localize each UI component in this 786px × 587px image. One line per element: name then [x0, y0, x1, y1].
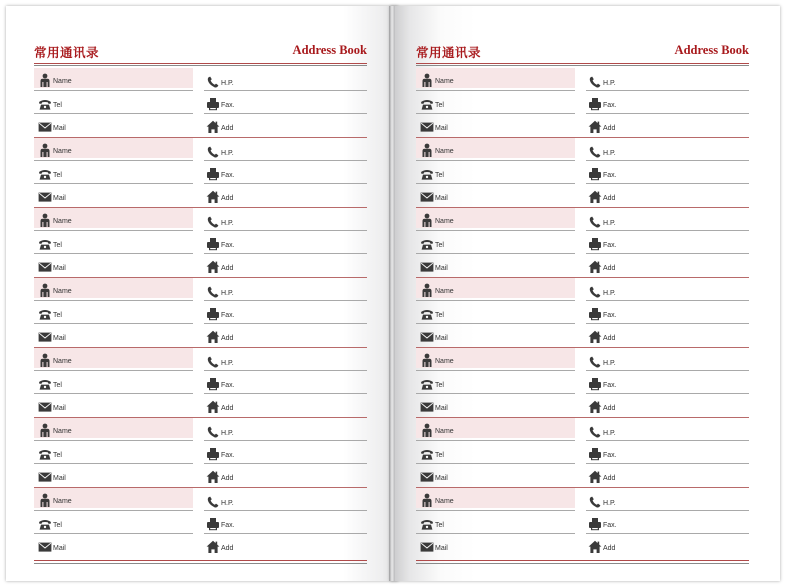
- mail-label: Mail: [435, 545, 448, 552]
- add-label: Add: [221, 335, 234, 342]
- telephone-icon: [38, 307, 52, 321]
- house-icon: [588, 330, 602, 344]
- footer-rule-gray: [416, 563, 749, 564]
- handset-icon: [206, 215, 220, 229]
- fax-icon: [588, 447, 602, 461]
- write-line: [416, 183, 575, 184]
- add-label: Add: [603, 405, 616, 412]
- fax-label: Fax.: [221, 102, 235, 109]
- header-rule-red: [416, 63, 749, 64]
- header-rule-red: [34, 63, 367, 64]
- add-label: Add: [603, 265, 616, 272]
- fax-label: Fax.: [603, 522, 617, 529]
- tel-label: Tel: [53, 452, 62, 459]
- mail-label: Mail: [53, 335, 66, 342]
- person-icon: [38, 73, 52, 87]
- tel-label: Tel: [53, 522, 62, 529]
- house-icon: [206, 470, 220, 484]
- hp-label: H.P.: [221, 150, 234, 157]
- mail-label: Mail: [53, 405, 66, 412]
- person-icon: [38, 143, 52, 157]
- fax-icon: [206, 447, 220, 461]
- write-line: [34, 323, 193, 324]
- name-label: Name: [53, 288, 72, 295]
- telephone-icon: [420, 517, 434, 531]
- write-line: [204, 440, 367, 441]
- handset-icon: [206, 425, 220, 439]
- write-line: [416, 440, 575, 441]
- header-rule-gray: [416, 65, 749, 66]
- page-header: [416, 43, 749, 63]
- contact-entry[interactable]: [34, 488, 367, 558]
- write-line: [204, 393, 367, 394]
- mail-label: Mail: [435, 405, 448, 412]
- right-sheet: [416, 6, 749, 581]
- person-icon: [38, 423, 52, 437]
- write-line: [204, 113, 367, 114]
- tel-label: Tel: [435, 312, 444, 319]
- tel-label: Tel: [53, 102, 62, 109]
- write-line: [204, 160, 367, 161]
- book-spine: [389, 6, 395, 581]
- write-line: [34, 113, 193, 114]
- write-line: [586, 510, 749, 511]
- fax-icon: [206, 167, 220, 181]
- house-icon: [588, 190, 602, 204]
- fax-label: Fax.: [603, 172, 617, 179]
- contact-entry[interactable]: [34, 278, 367, 348]
- add-label: Add: [603, 475, 616, 482]
- handset-icon: [206, 75, 220, 89]
- footer-rule-gray: [34, 563, 367, 564]
- envelope-icon: [420, 540, 434, 554]
- page-header: [34, 43, 367, 63]
- write-line: [204, 230, 367, 231]
- fax-label: Fax.: [221, 172, 235, 179]
- envelope-icon: [38, 120, 52, 134]
- contact-entry[interactable]: [34, 208, 367, 278]
- person-icon: [420, 423, 434, 437]
- hp-label: H.P.: [603, 150, 616, 157]
- fax-label: Fax.: [221, 382, 235, 389]
- house-icon: [588, 540, 602, 554]
- write-line: [416, 510, 575, 511]
- header-rule-gray: [34, 65, 367, 66]
- name-label: Name: [435, 288, 454, 295]
- person-icon: [420, 493, 434, 507]
- write-line: [34, 160, 193, 161]
- fax-label: Fax.: [221, 452, 235, 459]
- handset-icon: [588, 145, 602, 159]
- handset-icon: [206, 285, 220, 299]
- fax-icon: [206, 377, 220, 391]
- mail-label: Mail: [435, 265, 448, 272]
- write-line: [416, 253, 575, 254]
- write-line: [34, 440, 193, 441]
- contact-entry[interactable]: [416, 488, 749, 558]
- write-line: [586, 160, 749, 161]
- telephone-icon: [420, 237, 434, 251]
- fax-icon: [206, 97, 220, 111]
- write-line: [586, 463, 749, 464]
- handset-icon: [206, 355, 220, 369]
- mail-label: Mail: [53, 475, 66, 482]
- person-icon: [38, 283, 52, 297]
- house-icon: [588, 400, 602, 414]
- write-line: [416, 113, 575, 114]
- mail-label: Mail: [53, 125, 66, 132]
- write-line: [34, 393, 193, 394]
- contact-entry[interactable]: [34, 348, 367, 418]
- fax-label: Fax.: [603, 382, 617, 389]
- envelope-icon: [38, 470, 52, 484]
- handset-icon: [588, 75, 602, 89]
- person-icon: [420, 353, 434, 367]
- fax-label: Fax.: [603, 242, 617, 249]
- write-line: [204, 510, 367, 511]
- tel-label: Tel: [435, 382, 444, 389]
- mail-label: Mail: [435, 195, 448, 202]
- telephone-icon: [420, 167, 434, 181]
- fax-icon: [588, 377, 602, 391]
- mail-label: Mail: [53, 265, 66, 272]
- house-icon: [206, 330, 220, 344]
- person-icon: [38, 353, 52, 367]
- tel-label: Tel: [435, 172, 444, 179]
- write-line: [204, 253, 367, 254]
- title-chinese: 常用通讯录: [416, 45, 482, 60]
- person-icon: [420, 73, 434, 87]
- telephone-icon: [38, 167, 52, 181]
- write-line: [416, 463, 575, 464]
- contact-entry[interactable]: [34, 68, 367, 138]
- fax-icon: [588, 237, 602, 251]
- fax-label: Fax.: [603, 102, 617, 109]
- add-label: Add: [221, 545, 234, 552]
- name-label: Name: [435, 148, 454, 155]
- contact-entry[interactable]: [416, 68, 749, 138]
- write-line: [34, 183, 193, 184]
- envelope-icon: [420, 470, 434, 484]
- telephone-icon: [38, 517, 52, 531]
- write-line: [34, 533, 193, 534]
- left-page: [6, 6, 398, 581]
- hp-label: H.P.: [603, 220, 616, 227]
- house-icon: [206, 120, 220, 134]
- telephone-icon: [420, 307, 434, 321]
- envelope-icon: [420, 330, 434, 344]
- write-line: [416, 533, 575, 534]
- write-line: [34, 300, 193, 301]
- write-line: [34, 90, 193, 91]
- house-icon: [206, 400, 220, 414]
- hp-label: H.P.: [221, 430, 234, 437]
- fax-icon: [206, 307, 220, 321]
- name-label: Name: [435, 78, 454, 85]
- envelope-icon: [38, 330, 52, 344]
- house-icon: [206, 540, 220, 554]
- add-label: Add: [221, 125, 234, 132]
- name-label: Name: [53, 498, 72, 505]
- envelope-icon: [38, 190, 52, 204]
- house-icon: [206, 260, 220, 274]
- write-line: [416, 300, 575, 301]
- house-icon: [588, 120, 602, 134]
- write-line: [204, 323, 367, 324]
- tel-label: Tel: [435, 452, 444, 459]
- handset-icon: [206, 495, 220, 509]
- handset-icon: [588, 285, 602, 299]
- name-label: Name: [435, 358, 454, 365]
- add-label: Add: [221, 475, 234, 482]
- write-line: [34, 510, 193, 511]
- tel-label: Tel: [53, 312, 62, 319]
- tel-label: Tel: [53, 172, 62, 179]
- hp-label: H.P.: [603, 80, 616, 87]
- fax-icon: [588, 517, 602, 531]
- write-line: [586, 440, 749, 441]
- envelope-icon: [420, 120, 434, 134]
- mail-label: Mail: [435, 125, 448, 132]
- write-line: [34, 230, 193, 231]
- fax-label: Fax.: [603, 312, 617, 319]
- write-line: [34, 370, 193, 371]
- write-line: [204, 463, 367, 464]
- add-label: Add: [221, 195, 234, 202]
- telephone-icon: [420, 377, 434, 391]
- name-label: Name: [53, 218, 72, 225]
- house-icon: [588, 260, 602, 274]
- add-label: Add: [221, 405, 234, 412]
- hp-label: H.P.: [221, 500, 234, 507]
- write-line: [416, 323, 575, 324]
- footer-rule-red: [34, 560, 367, 561]
- hp-label: H.P.: [603, 500, 616, 507]
- tel-label: Tel: [435, 242, 444, 249]
- contact-entry[interactable]: [416, 138, 749, 208]
- hp-label: H.P.: [221, 290, 234, 297]
- write-line: [416, 230, 575, 231]
- handset-icon: [588, 425, 602, 439]
- name-label: Name: [435, 498, 454, 505]
- write-line: [204, 183, 367, 184]
- write-line: [586, 90, 749, 91]
- write-line: [586, 183, 749, 184]
- mail-label: Mail: [435, 475, 448, 482]
- tel-label: Tel: [53, 242, 62, 249]
- write-line: [586, 370, 749, 371]
- fax-icon: [588, 307, 602, 321]
- handset-icon: [588, 495, 602, 509]
- telephone-icon: [38, 377, 52, 391]
- envelope-icon: [420, 190, 434, 204]
- envelope-icon: [420, 400, 434, 414]
- write-line: [586, 253, 749, 254]
- contact-entry[interactable]: [416, 418, 749, 488]
- hp-label: H.P.: [603, 360, 616, 367]
- contact-entry[interactable]: [34, 418, 367, 488]
- telephone-icon: [38, 237, 52, 251]
- person-icon: [38, 493, 52, 507]
- contact-entry[interactable]: [416, 348, 749, 418]
- fax-icon: [588, 97, 602, 111]
- add-label: Add: [603, 335, 616, 342]
- envelope-icon: [38, 400, 52, 414]
- name-label: Name: [53, 78, 72, 85]
- tel-label: Tel: [435, 102, 444, 109]
- write-line: [586, 533, 749, 534]
- right-page: [390, 6, 780, 581]
- hp-label: H.P.: [221, 220, 234, 227]
- mail-label: Mail: [53, 195, 66, 202]
- telephone-icon: [420, 97, 434, 111]
- add-label: Add: [603, 125, 616, 132]
- name-label: Name: [435, 428, 454, 435]
- write-line: [34, 253, 193, 254]
- handset-icon: [588, 215, 602, 229]
- write-line: [416, 160, 575, 161]
- contact-entry[interactable]: [416, 278, 749, 348]
- fax-label: Fax.: [221, 242, 235, 249]
- write-line: [416, 370, 575, 371]
- handset-icon: [588, 355, 602, 369]
- mail-label: Mail: [435, 335, 448, 342]
- write-line: [204, 300, 367, 301]
- house-icon: [206, 190, 220, 204]
- envelope-icon: [420, 260, 434, 274]
- fax-icon: [206, 237, 220, 251]
- name-label: Name: [53, 148, 72, 155]
- tel-label: Tel: [53, 382, 62, 389]
- handset-icon: [206, 145, 220, 159]
- title-english: Address Book: [674, 43, 749, 57]
- name-label: Name: [435, 218, 454, 225]
- title-english: Address Book: [292, 43, 367, 57]
- telephone-icon: [38, 97, 52, 111]
- write-line: [204, 90, 367, 91]
- hp-label: H.P.: [603, 430, 616, 437]
- write-line: [204, 533, 367, 534]
- left-sheet: [34, 6, 367, 581]
- write-line: [416, 393, 575, 394]
- write-line: [586, 230, 749, 231]
- write-line: [34, 463, 193, 464]
- hp-label: H.P.: [221, 360, 234, 367]
- name-label: Name: [53, 358, 72, 365]
- person-icon: [420, 283, 434, 297]
- contact-entry[interactable]: [34, 138, 367, 208]
- telephone-icon: [38, 447, 52, 461]
- add-label: Add: [603, 545, 616, 552]
- fax-icon: [206, 517, 220, 531]
- fax-label: Fax.: [603, 452, 617, 459]
- footer-rule-red: [416, 560, 749, 561]
- tel-label: Tel: [435, 522, 444, 529]
- write-line: [204, 370, 367, 371]
- telephone-icon: [420, 447, 434, 461]
- fax-label: Fax.: [221, 312, 235, 319]
- person-icon: [420, 213, 434, 227]
- hp-label: H.P.: [603, 290, 616, 297]
- person-icon: [38, 213, 52, 227]
- write-line: [586, 113, 749, 114]
- fax-icon: [588, 167, 602, 181]
- contact-entry[interactable]: [416, 208, 749, 278]
- add-label: Add: [221, 265, 234, 272]
- person-icon: [420, 143, 434, 157]
- name-label: Name: [53, 428, 72, 435]
- envelope-icon: [38, 260, 52, 274]
- write-line: [586, 393, 749, 394]
- write-line: [586, 300, 749, 301]
- fax-label: Fax.: [221, 522, 235, 529]
- mail-label: Mail: [53, 545, 66, 552]
- envelope-icon: [38, 540, 52, 554]
- add-label: Add: [603, 195, 616, 202]
- write-line: [416, 90, 575, 91]
- hp-label: H.P.: [221, 80, 234, 87]
- title-chinese: 常用通讯录: [34, 45, 100, 60]
- write-line: [586, 323, 749, 324]
- house-icon: [588, 470, 602, 484]
